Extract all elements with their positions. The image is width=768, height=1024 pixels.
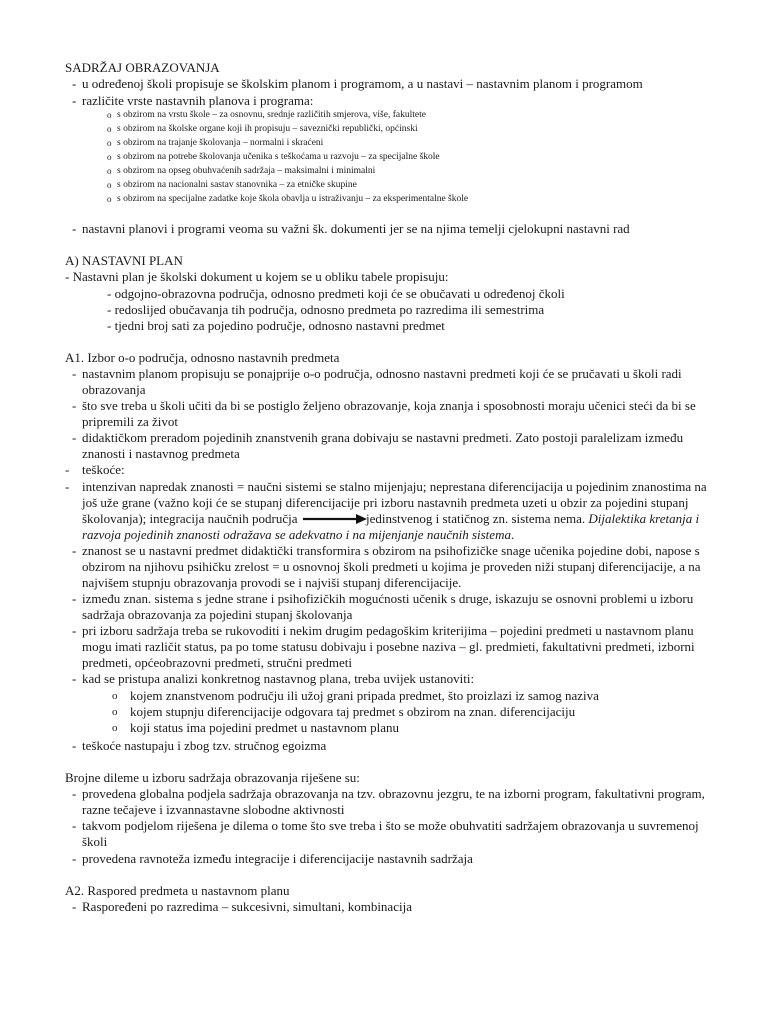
- a1-paragraph-5-line-end: [366, 511, 699, 527]
- plan-type-item: s obzirom na vrstu škole – za osnovnu, srednje različitih smjerova, više, fakultete: [117, 110, 426, 120]
- dash-bullet: -: [72, 671, 77, 686]
- circle-bullet-icon: o: [107, 180, 112, 190]
- a1-paragraph-2-line: što sve treba u školi učiti da bi se postiglo željeno obrazovanje, koja znanja i sposobnosti moraju učenici steći da bi se: [82, 398, 696, 413]
- a1-paragraph-1-line: obrazovanja: [82, 382, 146, 397]
- dash-bullet: -: [72, 786, 77, 801]
- analysis-item: koji status ima pojedini predmet u nastavnom planu: [130, 720, 399, 735]
- a1-paragraph-5-line: intenzivan napredak znanosti = naučni sistemi se stalno mijenjaju; neprestana diferencijacija u pojedinim znanostima na: [82, 479, 707, 494]
- a1-paragraph-6-line: obzirom na njihovu psihičku zrelost = u osnovnoj školi predmeti u kojima je proveden niži stupanj diferencijacije, a na: [82, 559, 701, 574]
- section-a-item: - odgojno-obrazovna područja, odnosno predmeti koji će se obučavati u određenoj čkoli: [107, 286, 565, 301]
- a1-paragraph-5-text: jedinstvenog i statičnog zn. sistema nema.: [366, 511, 589, 526]
- circle-bullet-icon: o: [107, 194, 112, 204]
- a1-paragraph-10-line: teškoće nastupaju i zbog tzv. stručnog egoizma: [82, 738, 327, 753]
- a1-paragraph-1-line: nastavnim planom propisuju se ponajprije o-o područja, odnosno nastavni predmeti koji će se pručavati u školi radi: [82, 366, 682, 381]
- a1-paragraph-5-period: .: [510, 527, 515, 542]
- a1-paragraph-3-line: didaktičkom preradom pojedinih znanstvenih grana dobivaju se nastavni predmeti. Zato postoji paralelizam između: [82, 430, 684, 445]
- a1-paragraph-7-line: sadržaja obrazovanja za pojedini stupanj školovanja: [82, 607, 353, 622]
- dash-bullet: -: [72, 398, 77, 413]
- plan-type-item: s obzirom na potrebe školovanja učenika s teškoćama u razvoju – za specijalne škole: [117, 152, 440, 162]
- dilemmas-paragraph-1-line: razne tečajeve i izvannastavne slobodne aktivnosti: [82, 802, 345, 817]
- dash-bullet: -: [72, 366, 77, 381]
- a1-paragraph-8-line: predmeti, općeobrazovni predmeti, stručni predmeti: [82, 655, 353, 670]
- circle-bullet-icon: o: [112, 706, 118, 718]
- a1-paragraph-3-line: znanosti i nastavnog predmeta: [82, 446, 240, 461]
- dash-bullet: -: [72, 851, 77, 866]
- intro-bullet-1: u određenoj školi propisuje se školskim planom i programom, a u nastavi – nastavnim planom i programom: [82, 76, 643, 91]
- a1-difficulties-label: teškoće:: [82, 462, 125, 477]
- a1-paragraph-6-line: najvišem stupnju obrazovanja provodi se i najviši stupanj diferencijacije.: [82, 575, 462, 590]
- a1-paragraph-5-line: još uže grane (važno koji će se stupanj diferencijacije pri izboru nastavnih predmeta uzeti u obzir za pojedini stupanj: [82, 495, 689, 510]
- circle-bullet-icon: o: [112, 690, 118, 702]
- a1-paragraph-5-line-start: školovanja); integracija naučnih područja: [82, 511, 298, 526]
- dash-bullet: -: [72, 430, 77, 445]
- dash-bullet: -: [65, 479, 70, 494]
- dilemmas-paragraph-2-line: školi: [82, 834, 108, 849]
- dash-bullet: -: [72, 899, 77, 914]
- a1-paragraph-8-line: pri izboru sadržaja treba se rukovoditi i nekim drugim pedagoškim kriterijima – pojedini predmeti u nastavnom planu: [82, 623, 694, 638]
- dash-bullet: -: [72, 93, 77, 108]
- analysis-item: kojem stupnju diferencijacije odgovara taj predmet s obzirom na znan. diferencijaciju: [130, 704, 576, 719]
- section-a-definition: - Nastavni plan je školski dokument u kojem se u obliku tabele propisuju:: [65, 269, 449, 284]
- a1-paragraph-6-line: znanost se u nastavni predmet didaktički transformira s obzirom na psihofizičke snage učenika pojedine dobi, napose s: [82, 543, 700, 558]
- dash-bullet: -: [72, 738, 77, 753]
- a2-paragraph-1-line: Raspoređeni po razredima – sukcesivni, simultani, kombinacija: [82, 899, 412, 914]
- plan-type-item: s obzirom na nacionalni sastav stanovnika – za etničke skupine: [117, 180, 357, 190]
- a1-paragraph-5-italic-line: [82, 527, 514, 543]
- dilemmas-intro: Brojne dileme u izboru sadržaja obrazovanja riješene su:: [65, 770, 360, 785]
- dash-bullet: -: [72, 591, 77, 606]
- a1-paragraph-9-line: kad se pristupa analizi konkretnog nastavnog plana, treba uvijek ustanoviti:: [82, 671, 475, 686]
- circle-bullet-icon: o: [107, 152, 112, 162]
- dash-bullet: -: [65, 462, 70, 477]
- section-a-item: - redoslijed obučavanja tih područja, odnosno predmeta po razredima ili semestrima: [107, 302, 545, 317]
- plan-type-item: s obzirom na opseg obuhvaćenih sadržaja – maksimalni i minimalni: [117, 166, 376, 176]
- plan-type-item: s obzirom na školske organe koji ih propisuju – saveznički republički, općinski: [117, 124, 418, 134]
- a1-paragraph-8-line: mogu imati različit status, pa po tome statusu dobivaju i posebne naziva – gl. predmieti, fakultativni predmeti, izborni: [82, 639, 695, 654]
- dilemmas-paragraph-3-line: provedena ravnoteža između integracije i diferencijacije nastavnih sadržaja: [82, 851, 473, 866]
- document-heading: SADRŽAJ OBRAZOVANJA: [65, 60, 220, 75]
- dash-bullet: -: [72, 818, 77, 833]
- dash-bullet: -: [72, 76, 77, 91]
- circle-bullet-icon: o: [112, 722, 118, 734]
- intro-bullet-3: nastavni planovi i programi veoma su važni šk. dokumenti jer se na njima temelji cjelokupni nastavni rad: [82, 221, 630, 236]
- a1-paragraph-5-italic: razvoja pojedinih znanosti odražava se adekvatno i na mijenjanje naučnih sistema: [82, 527, 511, 542]
- section-a-title: A) NASTAVNI PLAN: [65, 253, 183, 268]
- a1-paragraph-7-line: između znan. sistema s jedne strane i psihofizičkih mogućnosti učenik s druge, iskazuju se osnovni problemi u izboru: [82, 591, 694, 606]
- dilemmas-paragraph-2-line: takvom podjelom riješena je dilema o tome što sve treba i što se može obuhvatiti sadržajem obrazovanja u suvremenoj: [82, 818, 699, 833]
- right-arrow-icon: [302, 513, 368, 525]
- circle-bullet-icon: o: [107, 166, 112, 176]
- a1-paragraph-2-line: pripremili za život: [82, 414, 179, 429]
- plan-type-item: s obzirom na trajanje školovanja – normalni i skraćeni: [117, 138, 324, 148]
- section-a2-title: A2. Raspored predmeta u nastavnom planu: [65, 883, 290, 898]
- section-a-item: - tjedni broj sati za pojedino područje, odnosno nastavni predmet: [107, 318, 445, 333]
- circle-bullet-icon: o: [107, 110, 112, 120]
- analysis-item: kojem znanstvenom području ili užoj grani pripada predmet, što proizlazi iz samog naziva: [130, 688, 599, 703]
- dilemmas-paragraph-1-line: provedena globalna podjela sadržaja obrazovanja na tzv. obrazovnu jezgru, te na izborni program, fakultativni program,: [82, 786, 705, 801]
- intro-bullet-2: različite vrste nastavnih planova i programa:: [82, 93, 314, 108]
- dash-bullet: -: [72, 543, 77, 558]
- plan-type-item: s obzirom na specijalne zadatke koje škola obavlja u istraživanju – za eksperimentalne škole: [117, 194, 469, 204]
- circle-bullet-icon: o: [107, 124, 112, 134]
- dash-bullet: -: [72, 623, 77, 638]
- circle-bullet-icon: o: [107, 138, 112, 148]
- a1-paragraph-5-italic: Dijalektika kretanja i: [588, 511, 700, 526]
- dash-bullet: -: [72, 221, 77, 236]
- section-a1-title: A1. Izbor o-o područja, odnosno nastavnih predmeta: [65, 350, 340, 365]
